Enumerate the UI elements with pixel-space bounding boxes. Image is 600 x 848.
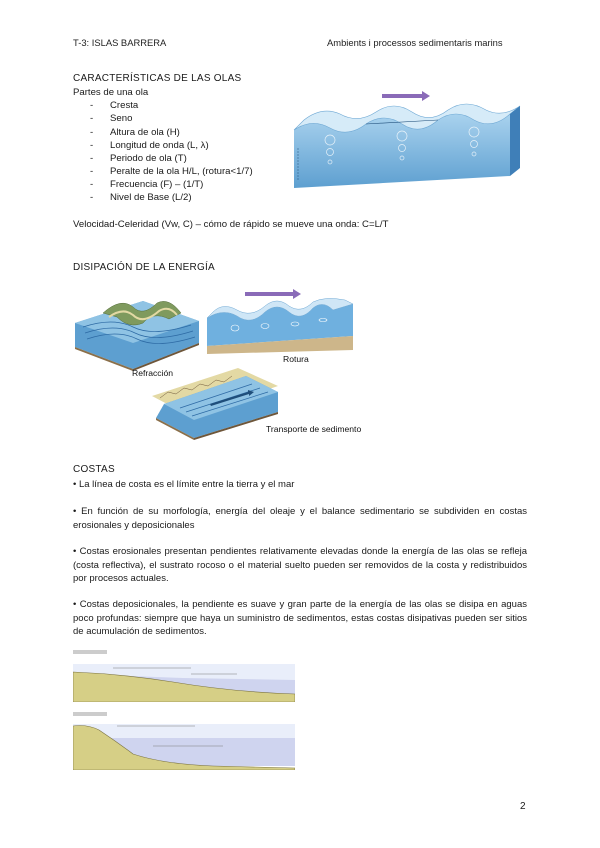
caption-refraction: Refracción bbox=[132, 368, 174, 378]
wave-parts-diagram bbox=[290, 88, 522, 192]
bullet-dot: • bbox=[73, 546, 77, 557]
wave-direction-arrow-icon bbox=[382, 91, 430, 101]
bullet-dash: - bbox=[90, 100, 94, 111]
list-item-label: Cresta bbox=[110, 100, 139, 111]
caption-transport: Transporte de sedimento bbox=[266, 424, 362, 434]
section-title-energy: DISIPACIÓN DE LA ENERGÍA bbox=[73, 262, 215, 273]
reflective-profile-diagram bbox=[73, 712, 295, 770]
list-item-label: Periodo de ola (T) bbox=[110, 153, 187, 164]
bullet-dash: - bbox=[90, 113, 94, 124]
paragraph-text: Costas erosionales presentan pendientes relativamente elevadas donde la energía de las olas se refleja (costa reflectiva), el sustrato rocoso o el material suelto pueden ser removidos de la costa y redistribuidos por procesos actuales. bbox=[73, 546, 528, 585]
bullet-dot: • bbox=[73, 599, 77, 610]
bullet-dash: - bbox=[90, 140, 94, 151]
list-item-label: Altura de ola (H) bbox=[110, 127, 180, 138]
list-item-label: Longitud de onda (L, λ) bbox=[110, 140, 209, 151]
velocity-text: Velocidad-Celeridad (Vw, C) – cómo de rápido se mueve una onda: C=L/T bbox=[73, 219, 389, 230]
bullet-dash: - bbox=[90, 179, 94, 190]
caption-breaking: Rotura bbox=[283, 354, 309, 364]
list-item-label: Frecuencia (F) – (1/T) bbox=[110, 179, 204, 190]
bullet-dot: • bbox=[73, 479, 77, 490]
section-title-waves: CARACTERÍSTICAS DE LAS OLAS bbox=[73, 73, 242, 84]
coasts-paragraph-3 bbox=[73, 545, 527, 586]
header-right: Ambients i processos sedimentaris marins bbox=[327, 37, 503, 48]
wave-side bbox=[510, 106, 520, 176]
header-left: T-3: ISLAS BARRERA bbox=[73, 37, 167, 48]
bullet-dash: - bbox=[90, 153, 94, 164]
profile-title-placeholder bbox=[73, 712, 107, 716]
list-item-label: Seno bbox=[110, 113, 133, 124]
paragraph-text: Costas deposicionales, la pendiente es suave y gran parte de la energía de las olas se disipa en aguas poco profundas: siempre que haya un suministro de sedimentos, estas costas disipativas pueden ser sitios de acumulación de sedimentos. bbox=[73, 599, 527, 638]
page-number: 2 bbox=[520, 801, 526, 812]
bullet-dash: - bbox=[90, 127, 94, 138]
list-item-label: Nivel de Base (L/2) bbox=[110, 192, 192, 203]
bullet-dash: - bbox=[90, 166, 94, 177]
paragraph-text: En función de su morfología, energía del oleaje y el balance sedimentario se subdividen en costas erosionales y deposicionales bbox=[73, 506, 527, 531]
coasts-paragraph-1 bbox=[73, 478, 527, 492]
section-title-coasts: COSTAS bbox=[73, 464, 115, 475]
bullet-dash: - bbox=[90, 192, 94, 203]
refraction-diagram bbox=[73, 293, 201, 371]
profile-title-placeholder bbox=[73, 650, 107, 654]
bullet-dot: • bbox=[73, 506, 77, 517]
breaking-direction-arrow-icon bbox=[245, 289, 301, 299]
coasts-paragraph-2 bbox=[73, 505, 527, 532]
list-item-label: Peralte de la ola H/L, (rotura<1/7) bbox=[110, 166, 253, 177]
dissipative-profile-diagram bbox=[73, 650, 295, 702]
breaking-diagram bbox=[205, 288, 355, 356]
paragraph-text: La línea de costa es el límite entre la tierra y el mar bbox=[78, 479, 295, 490]
transport-diagram bbox=[150, 364, 280, 440]
coasts-paragraph-4 bbox=[73, 598, 527, 639]
waves-subtitle: Partes de una ola bbox=[73, 87, 149, 98]
